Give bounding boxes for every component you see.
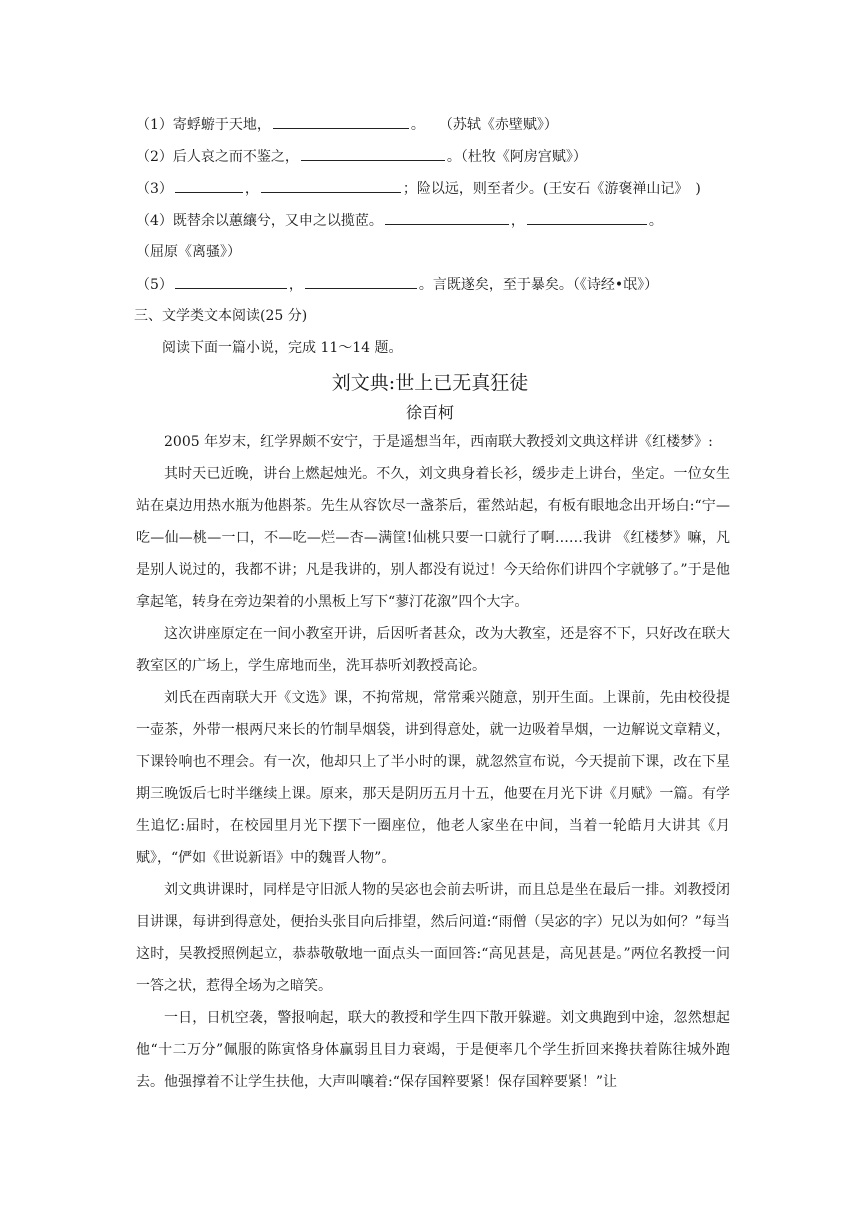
question-4 — [136, 210, 663, 231]
article-author: 徐百柯 — [405, 403, 454, 422]
question-1-source: 。 （苏轼《赤壁赋》） — [410, 117, 558, 133]
question-4-end: 。 — [648, 213, 663, 229]
article-paragraph: 刘文典讲课时，同样是守旧派人物的吴宓也会前去听讲，而且总是坐在最后一排。刘教授闭目讲课，每讲到得意处，便抬头张目向后排望，然后问道:“雨僧（吴宓的字）兄以为如何？”每当这时，吴教授照例起立，恭恭敬敬地一面点头一面回答:“高见甚是，高见甚是。”两位名教授一问一答之状，惹得全场为之暗笑。 — [136, 882, 730, 994]
question-4-source-text: （屈原《离骚》） — [136, 244, 241, 260]
answer-blank[interactable] — [175, 274, 287, 289]
question-4-source — [136, 242, 241, 262]
question-3-source: ；险以远，则至者少。(王安石《游褒禅山记》 ) — [402, 181, 701, 197]
question-2 — [136, 146, 587, 167]
question-3 — [136, 178, 701, 199]
question-5-sep: ， — [288, 277, 303, 293]
answer-blank[interactable] — [385, 210, 509, 225]
answer-blank[interactable] — [527, 210, 647, 225]
question-3-sep: ， — [244, 181, 259, 197]
question-5-text: （5） — [136, 277, 173, 293]
question-2-source: 。（杜牧《阿房宫赋》） — [446, 149, 587, 165]
question-3-text: （3） — [136, 181, 173, 197]
question-5-source: 。言既遂矣，至于暴矣。（《诗经•氓》） — [418, 277, 659, 293]
question-2-text: （2）后人哀之而不鉴之， — [136, 149, 299, 165]
article-title: 刘文典:世上已无真狂徒 — [331, 372, 529, 394]
article-paragraph: 这次讲座原定在一间小教室开讲，后因听者甚众，改为大教室，还是容不下，只好改在联大教室区的广场上，学生席地而坐，洗耳恭听刘教授高论。 — [136, 626, 730, 674]
article-paragraph: 一日，日机空袭，警报响起，联大的教授和学生四下散开躲避。刘文典跑到中途，忽然想起他“十二万分”佩服的陈寅恪身体赢弱且目力衰竭，于是便率几个学生折回来搀扶着陈往城外跑去。他强撑着不让学生扶他，大声叫嚷着:“保存国粹要紧！保存国粹要紧！”让 — [136, 1010, 730, 1090]
reading-instruction: 阅读下面一篇小说，完成 11～14 题。 — [162, 340, 403, 356]
question-1-text: （1）寄蜉蝣于天地， — [136, 117, 271, 133]
article-paragraph: 刘氏在西南联大开《文选》课，不拘常规，常常乘兴随意，别开生面。上课前，先由校役提一壶茶，外带一根两尺来长的竹制旱烟袋，讲到得意处，就一边吸着旱烟，一边解说文章精义，下课铃响也不理会。有一次，他却只上了半小时的课，就忽然宣布说，今天提前下课，改在下星期三晚饭后七时半继续上课。原来，那天是阴历五月十五，他要在月光下讲《月赋》一篇。有学生追忆:届时，在校园里月光下摆下一圈座位，他老人家坐在中间，当着一轮皓月大讲其《月赋》，“俨如《世说新语》中的魏晋人物”。 — [136, 690, 730, 866]
answer-blank[interactable] — [273, 114, 409, 129]
question-4-text: （4）既替余以蕙纕兮，又申之以揽茝。 — [136, 213, 383, 229]
answer-blank[interactable] — [301, 146, 445, 161]
answer-blank[interactable] — [305, 274, 417, 289]
answer-blank[interactable] — [175, 178, 243, 193]
article-paragraph: 其时天已近晚，讲台上燃起烛光。不久，刘文典身着长衫，缓步走上讲台，坐定。一位女生站在桌边用热水瓶为他斟茶。先生从容饮尽一盏茶后，霍然站起，有板有眼地念出开场白:“宁—吃—仙—桃—一口，不—吃—烂—杏—满筐!仙桃只要一口就行了啊……我讲 《红楼梦》嘛，凡是别人说过的，我都不讲；凡是我讲的，别人都没有说过！今天给你们讲四个字就够了。”于是他拿起笔，转身在旁边架着的小黑板上写下“蓼汀花溆”四个大字。 — [136, 466, 730, 610]
section-heading: 三、文学类文本阅读(25 分) — [134, 308, 308, 324]
question-1 — [136, 114, 558, 135]
question-4-sep: ， — [510, 213, 525, 229]
question-5 — [136, 274, 658, 295]
article-paragraph: 2005 年岁末，红学界颇不安宁，于是遥想当年，西南联大教授刘文典这样讲《红楼梦》: — [164, 434, 713, 450]
answer-blank[interactable] — [261, 178, 401, 193]
